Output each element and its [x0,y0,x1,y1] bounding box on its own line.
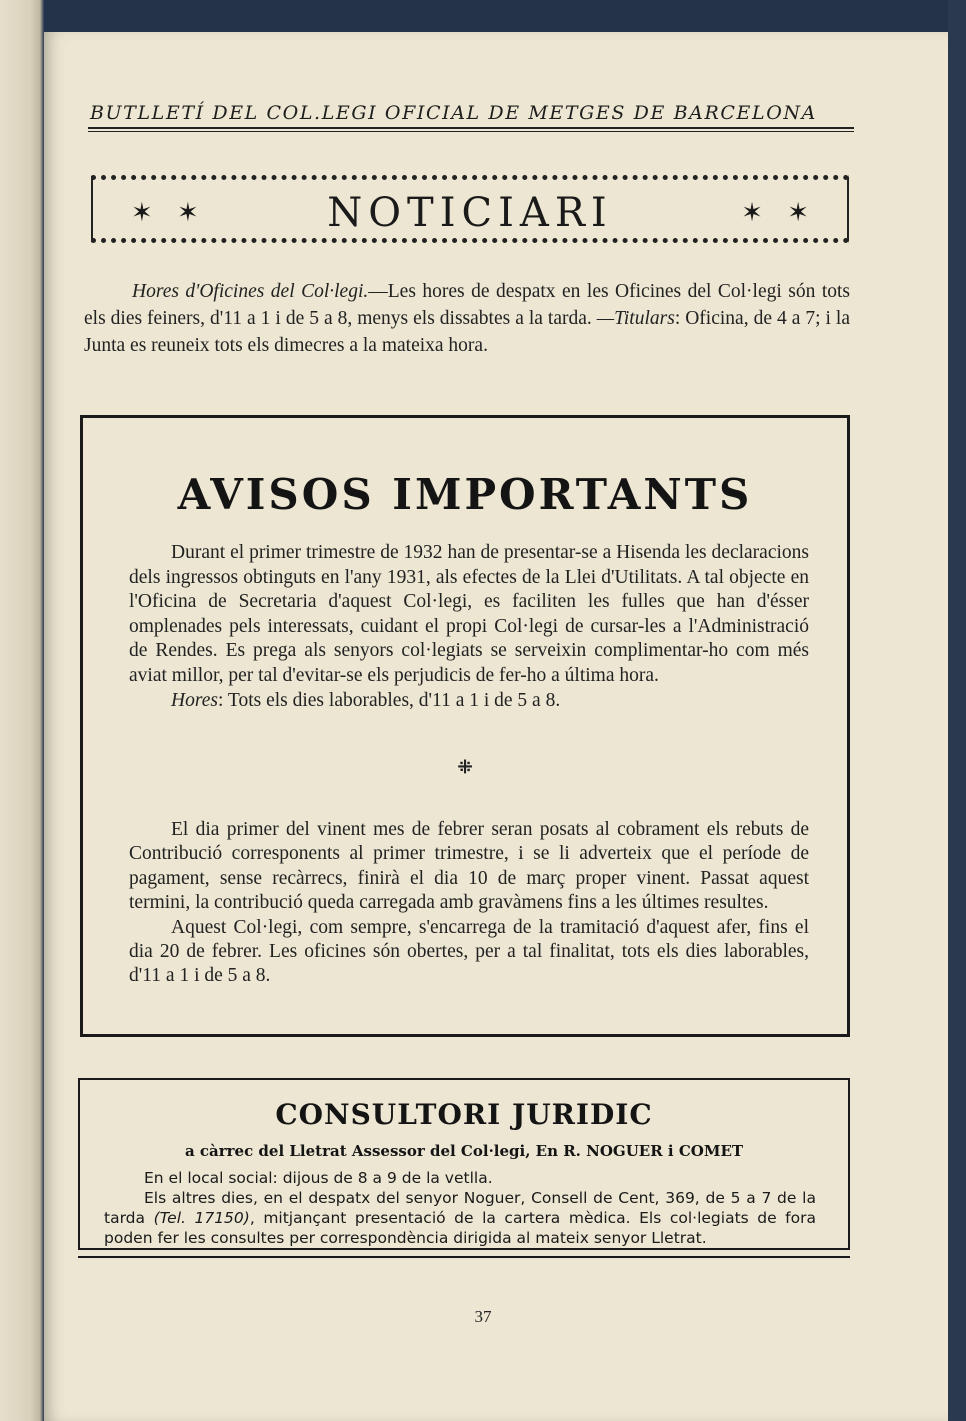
noticiari-title: NOTICIARI [327,190,613,236]
avisos-hores-label: Hores [171,689,218,711]
avisos-title: AVISOS IMPORTANTS [177,470,753,519]
consultori-line-2-end: , mitjançant presentació de la cartera mèdica. Els col·legiats de fora poden fer les consultes per correspondència dirigida al mateix senyor Lletrat. [104,1209,816,1247]
stars-left-icon: ✶ ✶ [131,198,207,228]
avisos-paragraph-2: El dia primer del vinent mes de febrer seran posats al cobrament els rebuts de Contribució corresponents al primer trimestre, i se li adverteix que el període de pagament, sense recàrrecs, finirà el dia 10 de març proper vinent. Passat aquest termini, la contribució queda carregada amb gravàmens fins a les últimes resultes. [129,819,809,914]
avisos-hores-text: : Tots els dies laborables, d'11 a 1 i de 5 a 8. [217,689,561,711]
avisos-importants-box [80,415,850,1037]
avisos-hores-line [129,689,809,714]
binding-top-edge [0,0,966,32]
consultori-line-2 [104,1188,816,1248]
office-hours-paragraph [84,278,850,359]
avisos-block-2 [129,818,809,989]
avisos-paragraph-1: Durant el primer trimestre de 1932 han de presentar-se a Hisenda les declaracions dels ingressos obtinguts en l'any 1931, als efectes de la Llei d'Utilitats. A tal objecte en l'Oficina de Secretaria d'aquest Col·legi, es faciliten les fulles que han d'ésser omplenades pels interessats, cuidant el propi Col·legi de cursar-les a l'Administració de Rendes. Es prega als senyors col·legiats se serveixin complimentar-ho com més aviat millor, per tal d'evitar-se els perjudicis de fer-ho a última hora. [129,542,809,686]
avisos-paragraph-3: Aquest Col·legi, com sempre, s'encarrega de la tramitació d'aquest afer, fins el dia 20 de febrer. Les oficines són obertes, per a tal finalitat, tots els dies laborables, d'11 a 1 i de 5 a 8. [129,916,809,987]
avisos-block-1 [129,541,809,713]
consultori-title: CONSULTORI JURIDIC [275,1098,653,1131]
stars-right-icon: ✶ ✶ [741,198,817,228]
page-number: 37 [474,1307,492,1326]
office-hours-lead: Hores d'Oficines del Col·legi. [132,281,369,302]
header-rule [88,127,854,132]
running-header: BUTLLETÍ DEL COL.LEGI OFICIAL DE METGES DE BARCELONA [90,102,817,124]
consultori-juridic-box [78,1078,850,1250]
consultori-bottom-rule [78,1256,850,1258]
section-separator-icon: ⁜ [457,757,473,778]
office-hours-text: —Les hores de despatx en les Oficines del Col·legi són tots els dies feiners, d'11 a 1 i de 5 a 8, menys els dissabtes a la tarda. [84,281,850,329]
titulars-text: : Oficina, de 4 a 7; i la Junta es reuneix tots els dimecres a la mateixa hora. [84,308,851,356]
consultori-body [104,1168,816,1248]
consultori-subtitle: a càrrec del Lletrat Assessor del Col·legi, En R. NOGUER i COMET [184,1142,744,1160]
consultori-line-2-start: Els altres dies, en el despatx del senyor Noguer, Consell de Cent, 369, de 5 a 7 de la tarda [104,1189,816,1227]
consultori-line-1: En el local social: dijous de 8 a 9 de la vetlla. [144,1169,493,1187]
binding-left-edge [0,0,44,1421]
consultori-telephone: (Tel. 17150) [153,1209,250,1227]
titulars-label: —Titulars [596,308,675,329]
binding-right-edge [948,0,966,1421]
noticiari-banner [91,175,849,243]
